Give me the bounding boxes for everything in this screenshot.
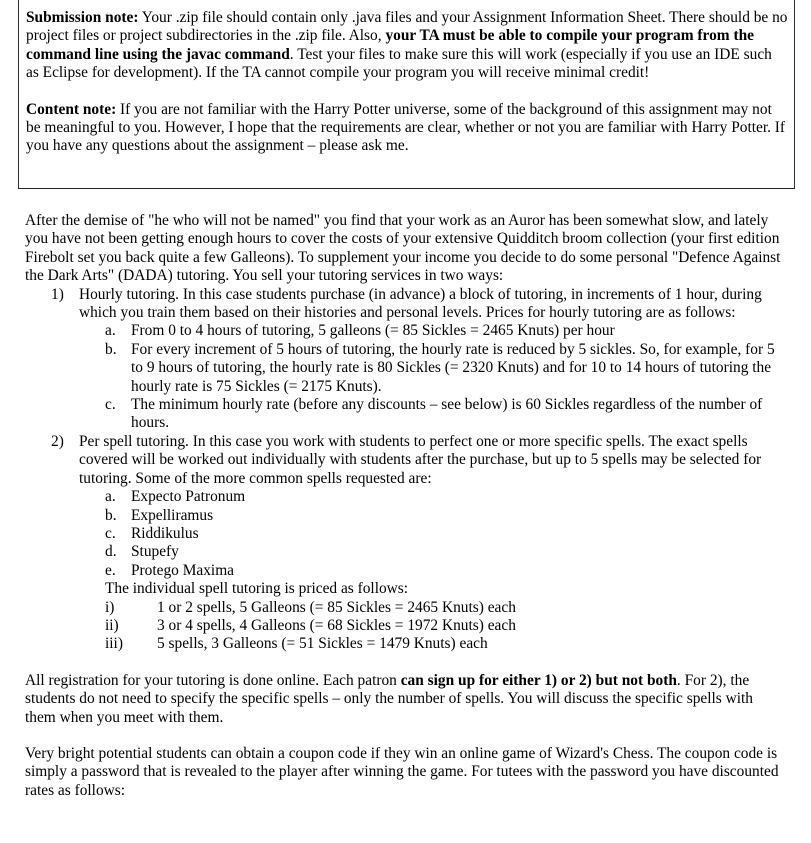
spell-pricing-intro: The individual spell tutoring is priced as follows: [105,580,409,598]
spell-item: d. Stupefy [105,543,179,561]
registration-rule: can sign up for either 1) or 2) but not both [400,671,677,689]
assignment-body [25,212,785,800]
spell-item: e. Protego Maxima [105,561,235,579]
list-item: c. The minimum hourly rate (before any discounts – see below) is 60 Sickles regardless of the number of hours. [105,396,763,432]
list-item-hourly-tutoring [25,286,785,323]
list-marker: 2) [51,432,64,450]
registration-paragraph: All registration for your tutoring is done online. Each patron can sign up for either 1) or 2) but not both. For 2), the students do not need to specify the specific spells – only the number of spells. You will discuss the specific spells with them when you meet with them. [25,671,753,726]
spell-item: c. Riddikulus [105,524,199,542]
coupon-paragraph: Very bright potential students can obtain a coupon code if they win an online game of Wizard's Chess. The coupon code is simply a password that is revealed to the player after winning the game. For tutees with the password you have discounted rates as follows: [25,744,779,799]
content-note: Content note: If you are not familiar with the Harry Potter universe, some of the background of this assignment may not be meaningful to you. However, I hope that the requirements are clear, whether or not you are familiar with Harry Potter. If you have any questions about the assignment – please ask me. [26,100,786,155]
spell-item: b. Expelliramus [105,506,214,524]
price-item: ii) 3 or 4 spells, 4 Galleons (= 68 Sickles = 1972 Knuts) each [105,616,516,634]
price-item: iii) 5 spells, 3 Galleons (= 51 Sickles = 1479 Knuts) each [105,635,488,653]
list-item-text: Per spell tutoring. In this case you work with students to perfect one or more specific spells. The exact spells covered will be worked out individually with students after the purchase, but up to 5 spells may be selected for tutoring. Some of the more common spells requested are: [79,432,762,487]
list-item-per-spell-tutoring [25,433,785,488]
notes-box [18,0,795,189]
submission-note: Submission note: Your .zip file should contain only .java files and your Assignment Information Sheet. There should be no project files or project subdirectories in the .zip file. Also, your TA must be able to compile your program from the command line using the javac command. Test your files to make sure this will work (especially if you use an IDE such as Eclipse for development). If the TA cannot compile your program you will receive minimal credit! [26,9,788,82]
intro-paragraph: After the demise of "he who will not be named" you find that your work as an Auror has been somewhat slow, and lately you have not been getting enough hours to cover the costs of your extensive Quidditch broom collection (your first edition Firebolt set you back quite a few Galleons). To supplement your income you decide to do some personal "Defence Against the Dark Arts" (DADA) tutoring. You sell your tutoring services in two ways: [25,212,781,285]
price-item: i) 1 or 2 spells, 5 Galleons (= 85 Sickles = 2465 Knuts) each [105,598,516,616]
spell-item: a. Expecto Patronum [105,488,246,506]
list-item: a. From 0 to 4 hours of tutoring, 5 galleons (= 85 Sickles = 2465 Knuts) per hour [105,322,615,340]
list-marker: 1) [51,285,64,303]
list-item-text: Hourly tutoring. In this case students purchase (in advance) a block of tutoring, in increments of 1 hour, during which you train them based on their histories and personal levels. Prices for hourly tutoring are as follows: [79,285,762,322]
submission-note-label: Submission note: [26,9,139,26]
content-note-label: Content note: [26,100,117,118]
list-item: b. For every increment of 5 hours of tutoring, the hourly rate is reduced by 5 sickles. So, for example, for 5 to 9 hours of tutoring, the hourly rate is 80 Sickles (= 2320 Knuts) and for 10 to 14 hours of tutoring the hourly rate is 75 Sickles (= 2175 Knuts). [105,340,775,395]
compile-requirement: your TA must be able to compile your program from the command line using the javac command [26,27,754,63]
